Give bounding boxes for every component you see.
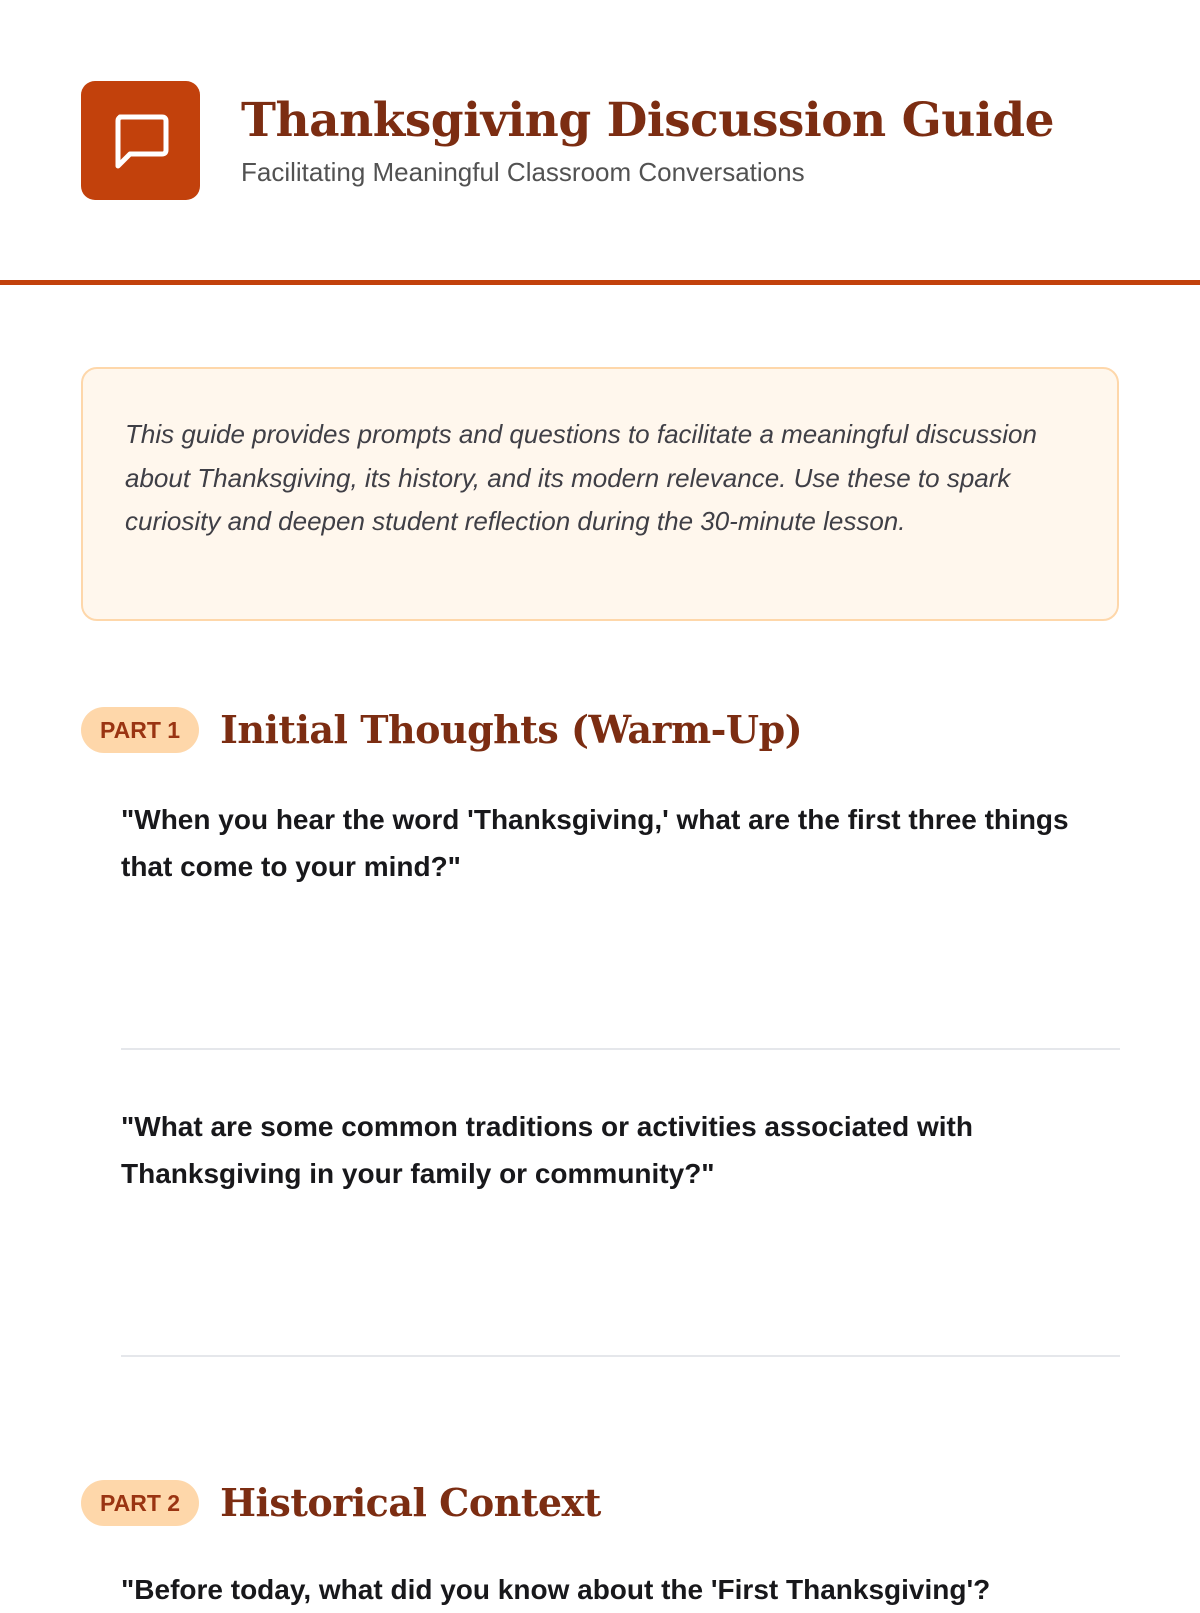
part-badge: PART 1	[81, 707, 199, 753]
page-title: Thanksgiving Discussion Guide	[241, 93, 1055, 148]
page-subtitle: Facilitating Meaningful Classroom Conversations	[241, 157, 805, 187]
section-header-part-2	[81, 1480, 601, 1526]
page-header	[0, 0, 1200, 285]
answer-divider	[121, 1048, 1120, 1050]
part-badge: PART 2	[81, 1480, 199, 1526]
question-prompt: "What are some common traditions or activities associated with Thanksgiving in your family or community?"	[121, 1111, 973, 1189]
answer-divider	[121, 1355, 1120, 1357]
section-header-part-1	[81, 707, 802, 753]
intro-callout: This guide provides prompts and questions to facilitate a meaningful discussion about Thanksgiving, its history, and its modern relevance. Use these to spark curiosity and deepen student reflection during the 30-minute lesson.	[81, 367, 1119, 621]
logo	[81, 81, 200, 200]
section-title: Initial Thoughts (Warm-Up)	[220, 707, 803, 752]
question-prompt: "When you hear the word 'Thanksgiving,' what are the first three things that come to your mind?"	[121, 804, 1069, 882]
speech-bubble-icon	[109, 109, 173, 173]
section-title: Historical Context	[220, 1480, 601, 1525]
question-prompt: "Before today, what did you know about the 'First Thanksgiving'?	[121, 1574, 991, 1605]
